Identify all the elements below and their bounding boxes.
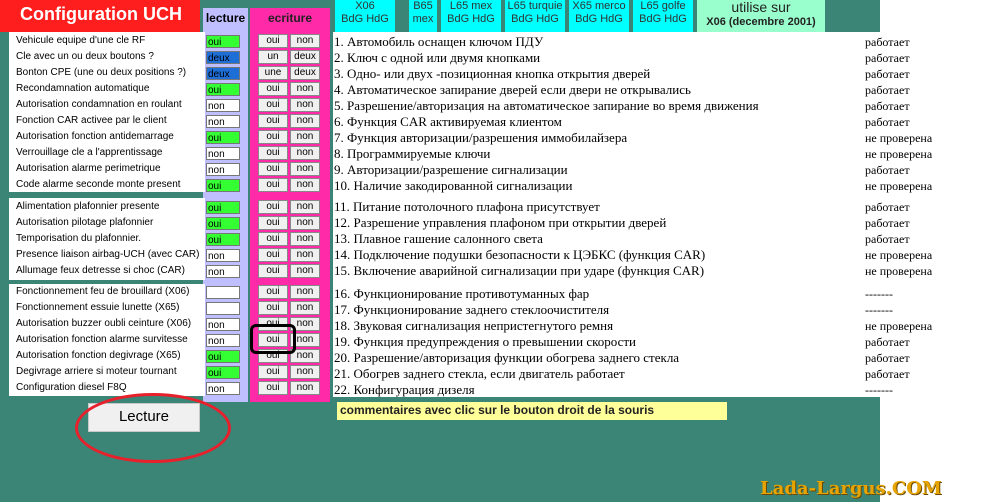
translation-status: работает: [865, 83, 910, 97]
vehicle-sub: BdG HdG: [639, 13, 687, 25]
write-button-no[interactable]: non: [290, 285, 320, 299]
setting-label: Degivrage arriere si moteur tournant: [16, 366, 177, 377]
translation-text: 8. Программируемые ключи: [334, 146, 491, 161]
write-button-yes[interactable]: oui: [258, 146, 288, 160]
translation-text: 20. Разрешение/авторизация функции обогрева заднего стекла: [334, 350, 680, 365]
write-button-no[interactable]: non: [290, 146, 320, 160]
translation-status: -------: [865, 287, 893, 301]
setting-value: oui: [206, 350, 240, 363]
setting-value: oui: [206, 179, 240, 192]
translation-status: работает: [865, 216, 910, 230]
write-button-yes[interactable]: oui: [258, 114, 288, 128]
translation-status: работает: [865, 367, 910, 381]
translation-text: 2. Ключ с одной или двумя кнопками: [334, 50, 541, 65]
translation-text: 19. Функция предупреждения о превышении скорости: [334, 334, 637, 349]
translation-text: 12. Разрешение управления плафоном при открытии дверей: [334, 215, 667, 230]
write-button-no[interactable]: non: [290, 365, 320, 379]
vehicle-cell-l65-turquie: [505, 0, 565, 32]
utilise-label: utilise sur: [731, 0, 791, 15]
translation-status: не проверена: [865, 264, 933, 278]
setting-label: Presence liaison airbag-UCH (avec CAR): [16, 249, 200, 260]
translation-status: не проверена: [865, 248, 933, 262]
write-button-no[interactable]: non: [290, 34, 320, 48]
setting-label: Fonction CAR activee par le client: [16, 115, 167, 126]
setting-label: Temporisation du plafonnier.: [16, 233, 142, 244]
vehicle-cell-x65-merco: [569, 0, 629, 32]
setting-label: Alimentation plafonnier presente: [16, 201, 160, 212]
setting-value: non: [206, 163, 240, 176]
translation-status: -------: [865, 303, 893, 317]
setting-value: non: [206, 318, 240, 331]
translation-text: 11. Питание потолочного плафона присутствует: [334, 199, 600, 214]
vehicle-sub: mex: [412, 13, 434, 25]
write-button-yes[interactable]: oui: [258, 365, 288, 379]
translation-status: работает: [865, 200, 910, 214]
translation-text: 1. Автомобиль оснащен ключом ПДУ: [334, 34, 544, 49]
setting-value: oui: [206, 366, 240, 379]
write-button-yes[interactable]: oui: [258, 162, 288, 176]
translation-text: 21. Обогрев заднего стекла, если двигатель работает: [334, 366, 625, 381]
setting-value: non: [206, 382, 240, 395]
write-button-no[interactable]: non: [290, 82, 320, 96]
write-button-yes[interactable]: oui: [258, 381, 288, 395]
lecture-button[interactable]: Lecture: [88, 403, 200, 432]
setting-label: Autorisation fonction antidemarrage: [16, 131, 174, 142]
write-button-no[interactable]: non: [290, 130, 320, 144]
translation-text: 7. Функция авторизации/разрешения иммобилайзера: [334, 130, 628, 145]
write-button-no[interactable]: non: [290, 178, 320, 192]
translation-text: 14. Подключение подушки безопасности к ЦЭБКС (функция CAR): [334, 247, 706, 262]
setting-label: Autorisation condamnation en roulant: [16, 99, 182, 110]
vehicle-name: X06: [355, 0, 375, 12]
translation-status: -------: [865, 383, 893, 397]
translation-status: работает: [865, 51, 910, 65]
vehicle-cell-l65-golfe: [633, 0, 693, 32]
write-button-no[interactable]: non: [290, 264, 320, 278]
setting-value: [206, 302, 240, 315]
setting-label: Autorisation buzzer oubli ceinture (X06): [16, 318, 192, 329]
translation-status: работает: [865, 232, 910, 246]
setting-value: oui: [206, 35, 240, 48]
setting-value: oui: [206, 201, 240, 214]
write-button-no[interactable]: deux: [290, 50, 320, 64]
write-button-yes[interactable]: oui: [258, 349, 288, 363]
translation-text: 9. Авторизации/разрешение сигнализации: [334, 162, 568, 177]
translation-status: не проверена: [865, 147, 933, 161]
setting-value: non: [206, 265, 240, 278]
translation-text: 3. Одно- или двух -позиционная кнопка открытия дверей: [334, 66, 651, 81]
vehicle-name: L65 turquie: [507, 0, 563, 12]
setting-label: Autorisation fonction alarme survitesse: [16, 334, 188, 345]
setting-label: Code alarme seconde monte present: [16, 179, 181, 190]
vehicle-sub: BdG HdG: [575, 13, 623, 25]
setting-label: Bonton CPE (une ou deux positions ?): [16, 67, 187, 78]
setting-value: non: [206, 147, 240, 160]
write-button-no[interactable]: non: [290, 216, 320, 230]
write-button-yes[interactable]: oui: [258, 317, 288, 331]
setting-value: deux: [206, 51, 240, 64]
translation-text: 10. Наличие закодированной сигнализации: [334, 178, 573, 193]
translation-text: 18. Звуковая сигнализация непристегнутого ремня: [334, 318, 614, 333]
utilise-value: X06 (decembre 2001): [706, 16, 816, 28]
translation-status: не проверена: [865, 319, 933, 333]
lecture-header: lecture: [203, 8, 248, 32]
write-button-yes[interactable]: oui: [258, 34, 288, 48]
setting-label: Allumage feux detresse si choc (CAR): [16, 265, 185, 276]
translation-status: не проверена: [865, 131, 933, 145]
vehicle-sub: BdG HdG: [447, 13, 495, 25]
write-button-no[interactable]: non: [290, 381, 320, 395]
translation-status: работает: [865, 335, 910, 349]
setting-value: oui: [206, 83, 240, 96]
write-button-yes[interactable]: une: [258, 66, 288, 80]
write-button-yes[interactable]: oui: [258, 200, 288, 214]
write-button-yes[interactable]: oui: [258, 248, 288, 262]
setting-label: Autorisation pilotage plafonnier: [16, 217, 154, 228]
setting-label: Fonctionnement essuie lunette (X65): [16, 302, 180, 313]
setting-value: deux: [206, 67, 240, 80]
vehicle-cell-b65: [409, 0, 437, 32]
write-button-yes[interactable]: oui: [258, 232, 288, 246]
write-button-no[interactable]: non: [290, 349, 320, 363]
write-button-no[interactable]: non: [290, 162, 320, 176]
setting-value: non: [206, 249, 240, 262]
write-button-no[interactable]: non: [290, 317, 320, 331]
translation-status: работает: [865, 35, 910, 49]
translation-status: работает: [865, 67, 910, 81]
vehicle-cell-x06: [335, 0, 395, 32]
setting-label: Configuration diesel F8Q: [16, 382, 127, 393]
vehicle-name: X65 merco: [572, 0, 626, 12]
translation-status: работает: [865, 163, 910, 177]
setting-value: non: [206, 115, 240, 128]
page-title: Configuration UCH: [0, 0, 200, 32]
write-button-yes[interactable]: oui: [258, 216, 288, 230]
write-button-no[interactable]: non: [290, 98, 320, 112]
vehicle-sub: BdG HdG: [511, 13, 559, 25]
ecriture-header: ecriture: [250, 8, 330, 32]
setting-label: Autorisation fonction degivrage (X65): [16, 350, 181, 361]
vehicle-cell-l65-mex: [441, 0, 501, 32]
watermark-logo: Lada-Largus.COM: [760, 478, 942, 499]
setting-value: non: [206, 334, 240, 347]
translation-text: 17. Функционирование заднего стеклоочистителя: [334, 302, 610, 317]
write-button-no[interactable]: non: [290, 200, 320, 214]
translation-status: работает: [865, 351, 910, 365]
write-button-no[interactable]: non: [290, 301, 320, 315]
setting-value: [206, 286, 240, 299]
utilise-sur-box: [697, 0, 825, 32]
comment-hint: commentaires avec clic sur le bouton droit de la souris: [337, 402, 727, 420]
write-button-yes[interactable]: un: [258, 50, 288, 64]
write-button-no[interactable]: non: [290, 248, 320, 262]
write-button-no[interactable]: non: [290, 232, 320, 246]
translation-text: 15. Включение аварийной сигнализации при ударе (функция CAR): [334, 263, 705, 278]
vehicle-name: L65 golfe: [640, 0, 686, 12]
translation-text: 22. Конфигурация дизеля: [334, 382, 475, 397]
write-button-no[interactable]: non: [290, 333, 320, 347]
setting-value: oui: [206, 217, 240, 230]
translation-text: 6. Функция CAR активируемая клиентом: [334, 114, 562, 129]
write-button-yes[interactable]: oui: [258, 285, 288, 299]
vehicle-name: B65: [413, 0, 433, 12]
setting-label: Vehicule equipe d'une cle RF: [16, 35, 146, 46]
write-button-no[interactable]: deux: [290, 66, 320, 80]
setting-value: non: [206, 99, 240, 112]
translation-text: 5. Разрешение/авторизация на автоматическое запирание во время движения: [334, 98, 759, 113]
write-button-yes[interactable]: oui: [258, 333, 288, 347]
setting-label: Autorisation alarme perimetrique: [16, 163, 161, 174]
vehicle-name: L65 mex: [449, 0, 493, 12]
translation-text: 16. Функционирование противотуманных фар: [334, 286, 590, 301]
write-button-yes[interactable]: oui: [258, 82, 288, 96]
highlight-ellipse: [75, 393, 231, 463]
setting-label: Fonctionnement feu de brouillard (X06): [16, 286, 190, 297]
write-button-yes[interactable]: oui: [258, 178, 288, 192]
write-button-yes[interactable]: oui: [258, 130, 288, 144]
highlight-box: [250, 324, 296, 354]
setting-label: Cle avec un ou deux boutons ?: [16, 51, 154, 62]
setting-value: oui: [206, 131, 240, 144]
write-button-yes[interactable]: oui: [258, 301, 288, 315]
setting-label: Recondamnation automatique: [16, 83, 150, 94]
translation-text: 13. Плавное гашение салонного света: [334, 231, 543, 246]
translation-status: работает: [865, 115, 910, 129]
vehicle-sub: BdG HdG: [341, 13, 389, 25]
translation-text: 4. Автоматическое запирание дверей если двери не открывались: [334, 82, 691, 97]
translation-status: не проверена: [865, 179, 933, 193]
write-button-no[interactable]: non: [290, 114, 320, 128]
write-button-yes[interactable]: oui: [258, 98, 288, 112]
setting-label: Verrouillage cle a l'apprentissage: [16, 147, 163, 158]
translation-status: работает: [865, 99, 910, 113]
write-button-yes[interactable]: oui: [258, 264, 288, 278]
setting-value: oui: [206, 233, 240, 246]
